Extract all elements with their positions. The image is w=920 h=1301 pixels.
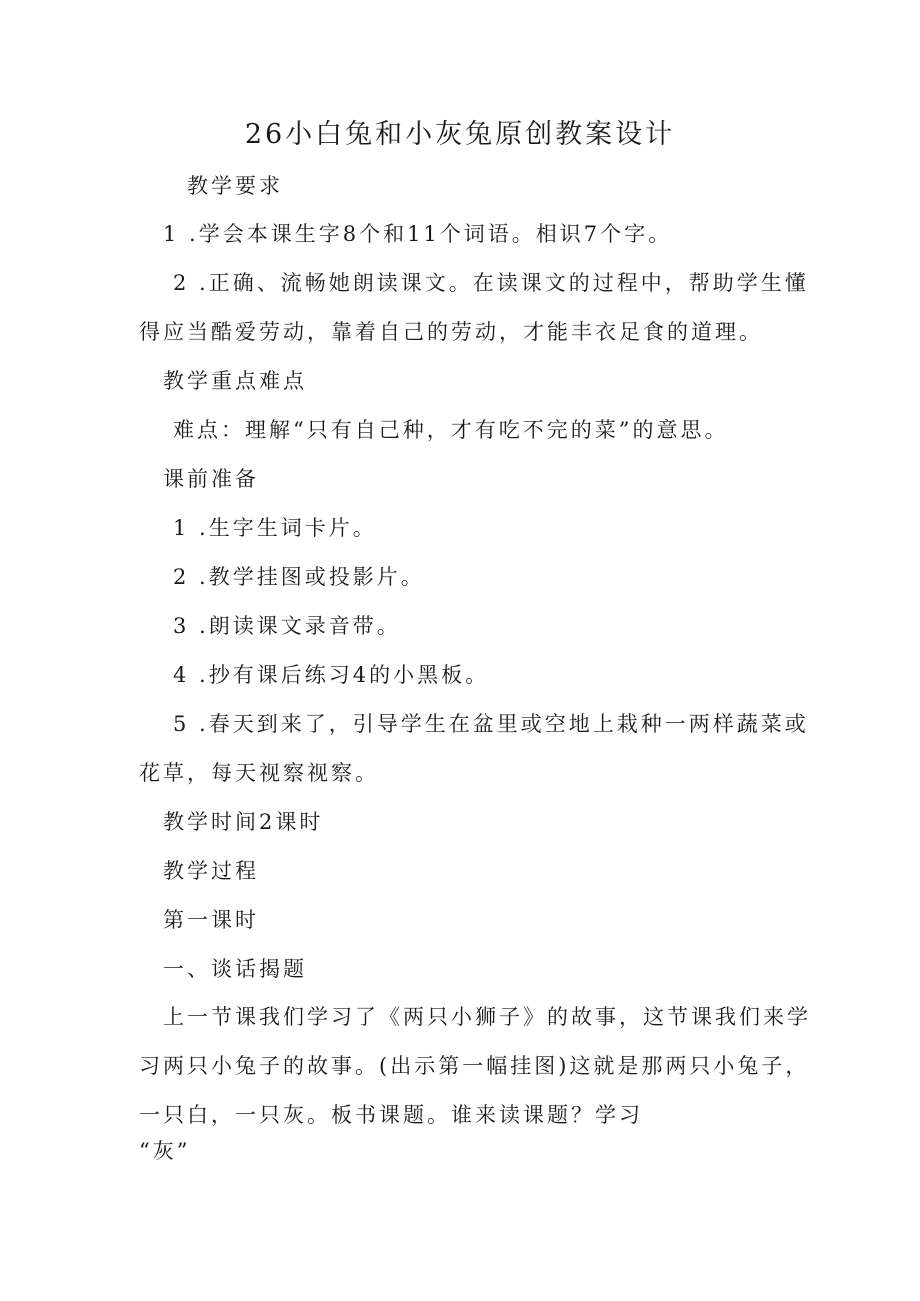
difficulty-text: 难点：理解“只有自己种，才有吃不完的菜”的意思。	[173, 418, 729, 442]
requirement-item-2: 2 .正确、流畅她朗读课文。在读课文的过程中，帮助学生懂	[173, 271, 809, 295]
preparation-item-2: 2 .教学挂图或投影片。	[173, 565, 425, 589]
introduction-paragraph-line-2: 习两只小兔子的故事。(出示第一幅挂图)这就是那两只小兔子，	[139, 1054, 810, 1078]
document-title: 26小白兔和小灰兔原创教案设计	[244, 119, 676, 150]
section-heading-teaching-time: 教学时间2课时	[163, 810, 324, 834]
introduction-paragraph: 上一节课我们学习了《两只小狮子》的故事，这节课我们来学	[163, 1005, 811, 1029]
step-heading-introduction: 一、谈话揭题	[163, 957, 307, 981]
requirement-item-2-continued: 得应当酷爱劳动，靠着自己的劳动，才能丰衣足食的道理。	[139, 320, 763, 344]
introduction-paragraph-line-3: 一只白，一只灰。板书课题。谁来读课题？学习	[139, 1103, 643, 1127]
introduction-paragraph-line-4: “灰”	[139, 1139, 191, 1163]
preparation-item-5-continued: 花草，每天视察视察。	[139, 761, 379, 785]
section-heading-key-difficulties: 教学重点难点	[163, 369, 307, 393]
section-heading-teaching-process: 教学过程	[163, 859, 259, 883]
preparation-item-5: 5 .春天到来了，引导学生在盆里或空地上栽种一两样蔬菜或	[173, 712, 809, 736]
preparation-item-3: 3 .朗读课文录音带。	[173, 614, 401, 638]
lesson-heading-first: 第一课时	[163, 908, 259, 932]
section-heading-teaching-requirements: 教学要求	[187, 174, 283, 198]
preparation-item-4: 4 .抄有课后练习4的小黑板。	[173, 663, 490, 687]
section-heading-preparation: 课前准备	[163, 467, 259, 491]
requirement-item-1: 1 .学会本课生字8个和11个词语。相识7个字。	[163, 222, 673, 246]
preparation-item-1: 1 .生字生词卡片。	[173, 516, 377, 540]
